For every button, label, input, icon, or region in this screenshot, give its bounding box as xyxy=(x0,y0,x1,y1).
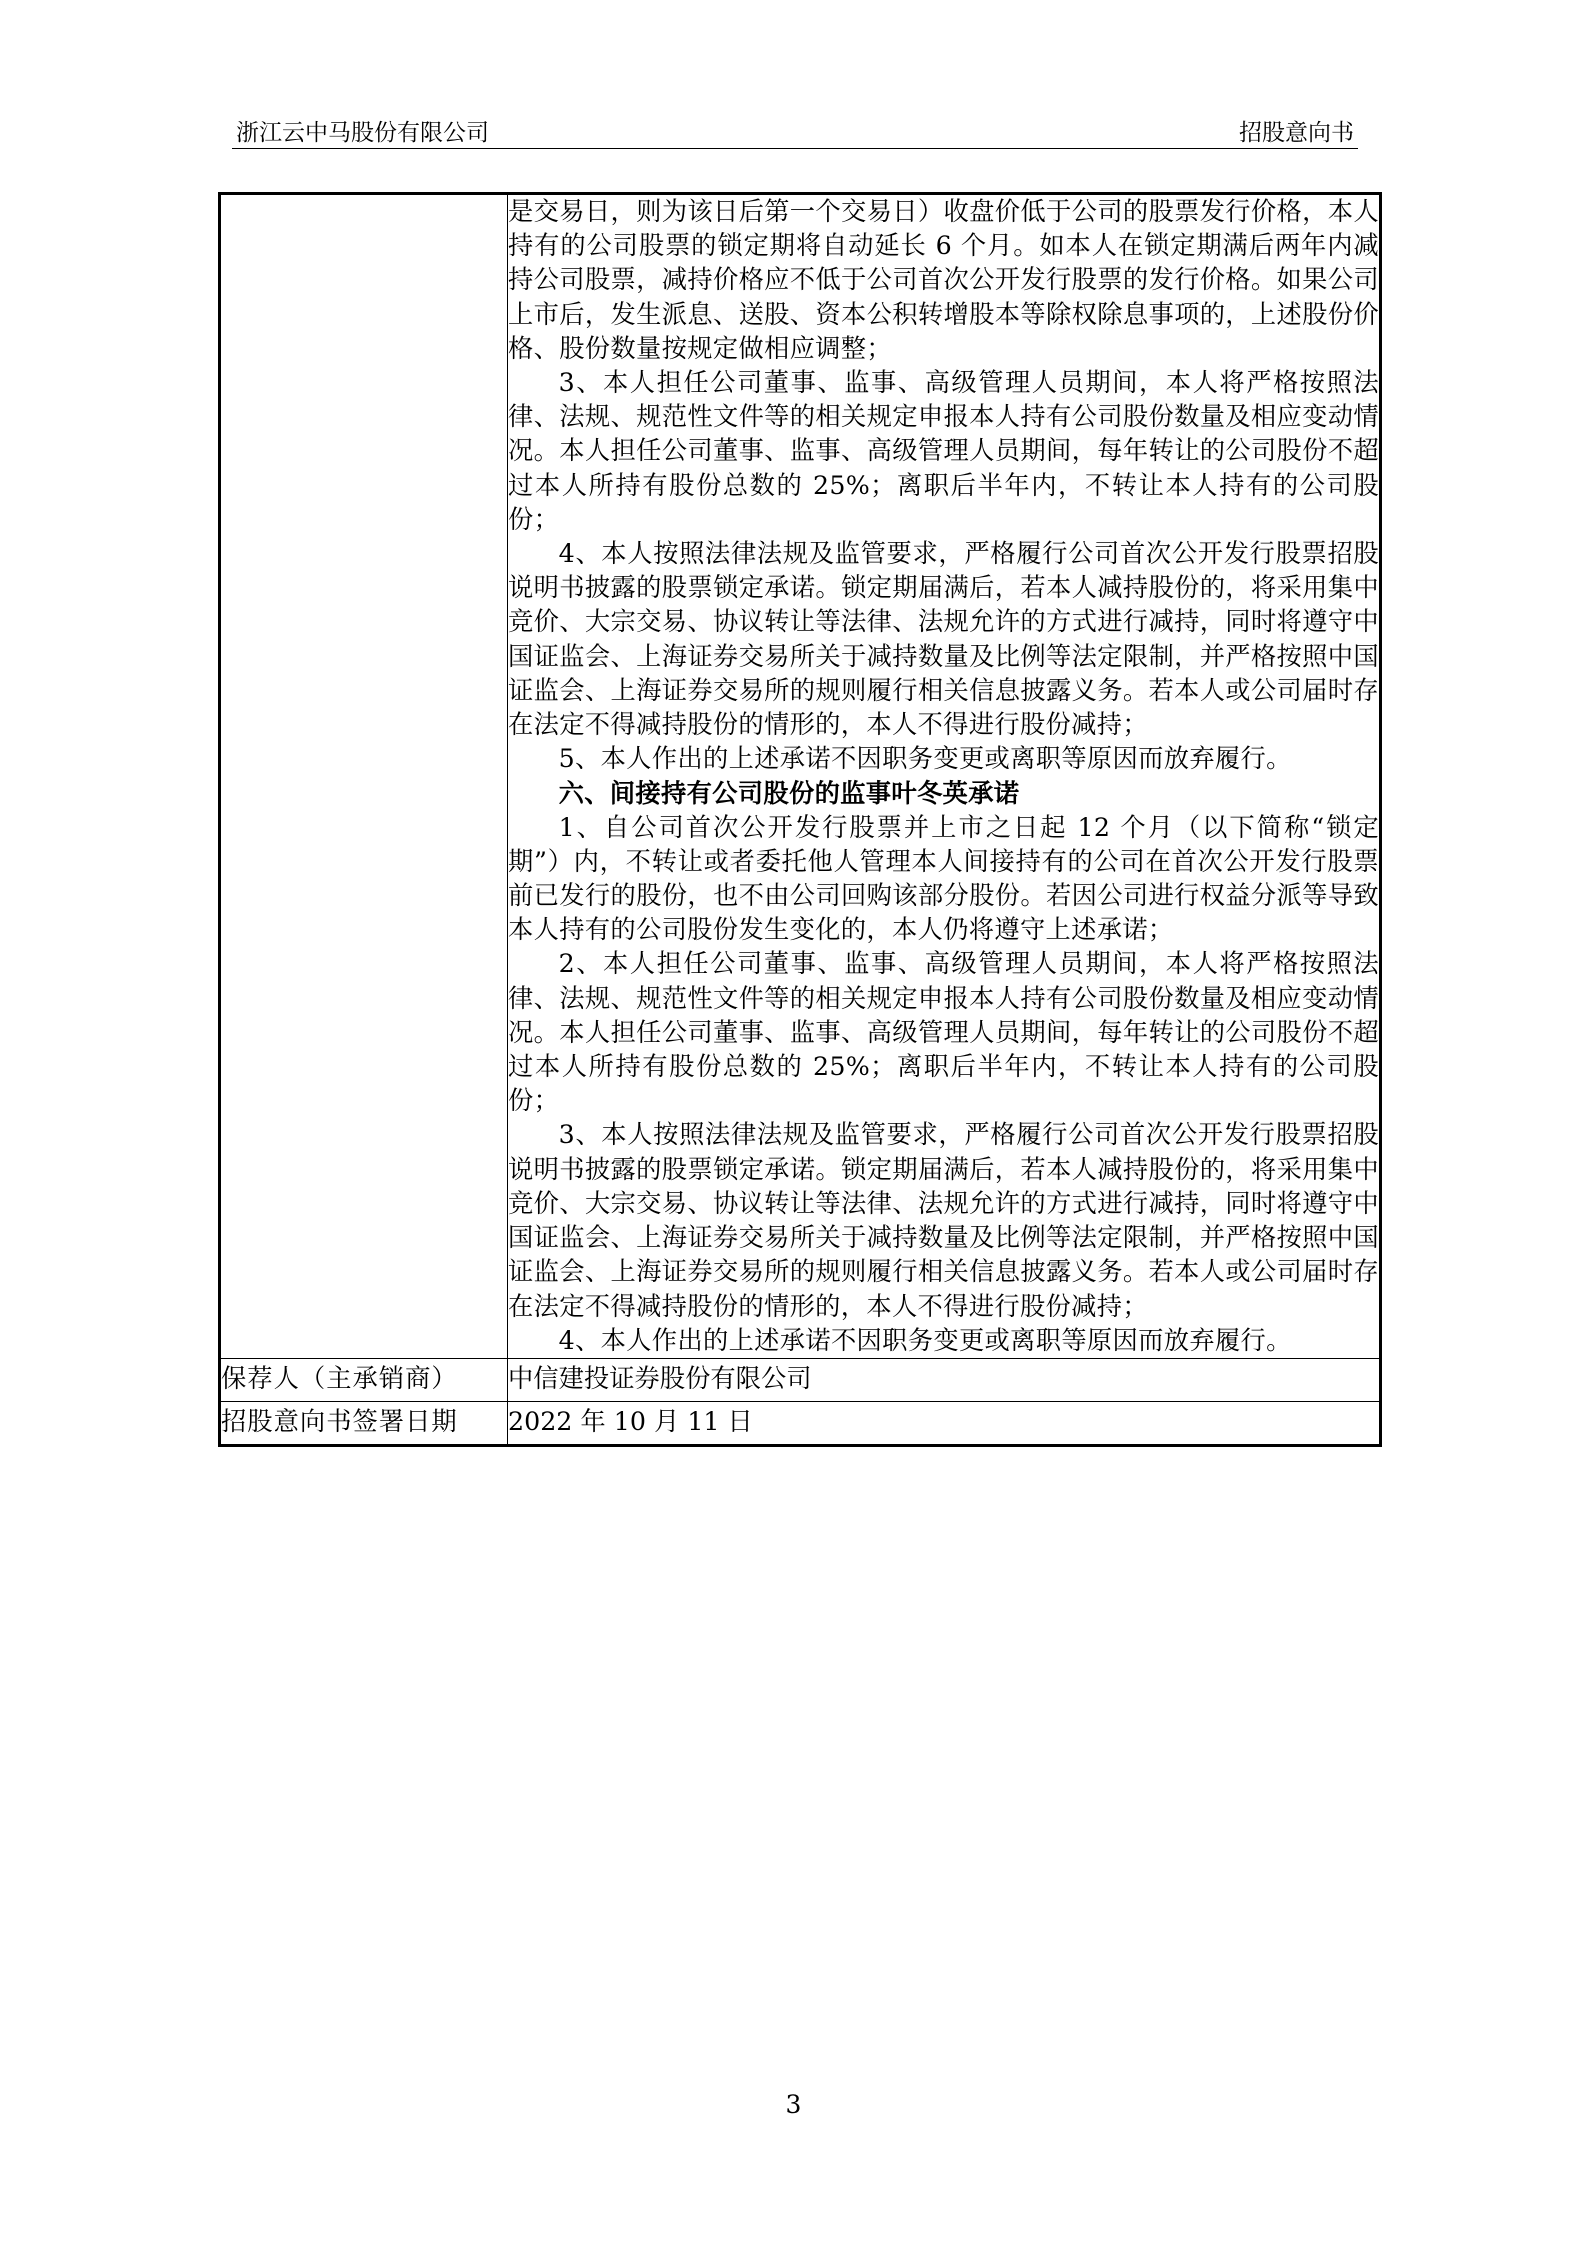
paragraph-continuation: 是交易日，则为该日后第一个交易日）收盘价低于公司的股票发行价格，本人持有的公司股票的锁定期将自动延长 6 个月。如本人在锁定期满后两年内减持公司股票，减持价格应不低于公司首次公开发行股票的发行价格。如果公司上市后，发生派息、送股、资本公积转增股本等除权除息事项的，上述股份价格、股份数量按规定做相应调整； xyxy=(508,197,1379,363)
paragraph-sub-item-1: 1、自公司首次公开发行股票并上市之日起 12 个月（以下简称“锁定期”）内，不转让或者委托他人管理本人间接持有的公司在首次公开发行股票前已发行的股份，也不由公司回购该部分股份。若因公司进行权益分派等导致本人持有的公司股份发生变化的，本人仍将遵守上述承诺； xyxy=(508,812,1379,945)
paragraph-item-5: 5、本人作出的上述承诺不因职务变更或离职等原因而放弃履行。 xyxy=(558,744,1292,774)
empty-label-cell xyxy=(220,194,508,1359)
commitment-table xyxy=(218,192,1382,1447)
page-number: 3 xyxy=(785,2090,802,2119)
paragraph-sub-item-2: 2、本人担任公司董事、监事、高级管理人员期间，本人将严格按照法律、法规、规范性文件等的相关规定申报本人持有公司股份数量及相应变动情况。本人担任公司董事、监事、高级管理人员期间，每年转让的公司股份不超过本人所持有股份总数的 25%；离职后半年内，不转让本人持有的公司股份； xyxy=(508,949,1379,1116)
table-row-commitments xyxy=(220,194,1381,1359)
document-type: 招股意向书 xyxy=(1239,120,1354,146)
page-header xyxy=(232,112,1358,149)
sponsor-value: 中信建投证券股份有限公司 xyxy=(508,1358,1381,1401)
signing-date-label: 招股意向书签署日期 xyxy=(220,1401,508,1445)
table-row-date xyxy=(220,1401,1381,1445)
paragraph-sub-item-4: 4、本人作出的上述承诺不因职务变更或离职等原因而放弃履行。 xyxy=(558,1325,1292,1355)
signing-date-value: 2022 年 10 月 11 日 xyxy=(508,1401,1381,1445)
company-name: 浙江云中马股份有限公司 xyxy=(236,120,489,146)
sponsor-label: 保荐人（主承销商） xyxy=(220,1358,508,1401)
paragraph-sub-item-3: 3、本人按照法律法规及监管要求，严格履行公司首次公开发行股票招股说明书披露的股票锁定承诺。锁定期届满后，若本人减持股份的，将采用集中竞价、大宗交易、协议转让等法律、法规允许的方式进行减持，同时将遵守中国证监会、上海证券交易所关于减持数量及比例等法定限制，并严格按照中国证监会、上海证券交易所的规则履行相关信息披露义务。若本人或公司届时存在法定不得减持股份的情形的，本人不得进行股份减持； xyxy=(508,1120,1379,1321)
paragraph-item-4: 4、本人按照法律法规及监管要求，严格履行公司首次公开发行股票招股说明书披露的股票锁定承诺。锁定期届满后，若本人减持股份的，将采用集中竞价、大宗交易、协议转让等法律、法规允许的方式进行减持，同时将遵守中国证监会、上海证券交易所关于减持数量及比例等法定限制，并严格按照中国证监会、上海证券交易所的规则履行相关信息披露义务。若本人或公司届时存在法定不得减持股份的情形的，本人不得进行股份减持； xyxy=(508,539,1379,740)
paragraph-item-3: 3、本人担任公司董事、监事、高级管理人员期间，本人将严格按照法律、法规、规范性文件等的相关规定申报本人持有公司股份数量及相应变动情况。本人担任公司董事、监事、高级管理人员期间，每年转让的公司股份不超过本人所持有股份总数的 25%；离职后半年内，不转让本人持有的公司股份； xyxy=(508,368,1379,534)
section-heading: 六、间接持有公司股份的监事叶冬英承诺 xyxy=(558,778,1020,809)
commitment-text-cell xyxy=(508,194,1381,1359)
table-row-sponsor xyxy=(220,1358,1381,1401)
